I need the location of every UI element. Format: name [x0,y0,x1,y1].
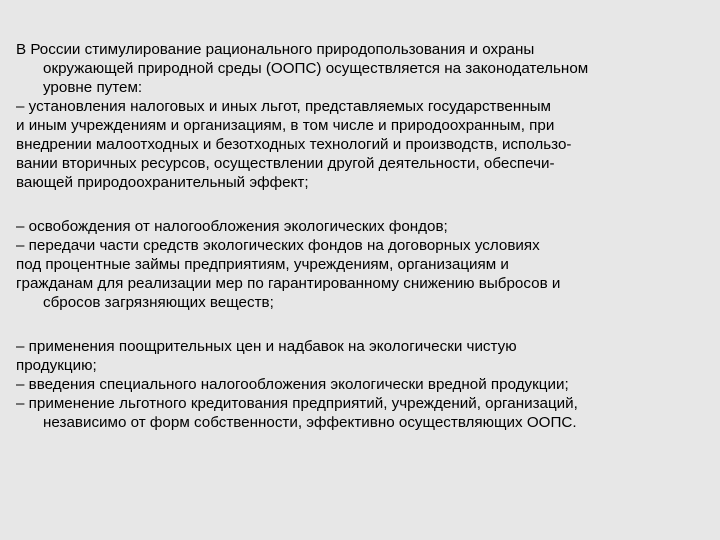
intro-line: уровне путем: [43,79,143,96]
paragraph-line: продукцию; [16,357,97,374]
intro-line: окружающей природной среды (ООПС) осуществляется на законодательном [43,60,589,77]
intro-paragraph [16,40,706,97]
paragraph-line: независимо от форм собственности, эффективно осуществляющих ООПС. [43,414,577,431]
paragraph-line: – введения специального налогообложения экологически вредной продукции; [16,376,569,393]
intro-line: В России стимулирование рационального природопользования и охраны [16,41,535,58]
paragraph-ecological-funds [16,217,706,312]
paragraph-line: – применения поощрительных цен и надбавок на экологически чистую [16,338,517,355]
paragraph-pricing-credit [16,337,706,432]
paragraph-line: – применение льготного кредитования предприятий, учреждений, организаций, [16,395,578,412]
paragraph-line: под процентные займы предприятиям, учреждениям, организациям и [16,256,509,273]
paragraph-line: внедрении малоотходных и безотходных технологий и производств, использо- [16,136,572,153]
paragraph-spacer [16,312,706,337]
paragraph-line: вании вторичных ресурсов, осуществлении другой деятельности, обеспечи- [16,155,555,172]
paragraph-line: гражданам для реализации мер по гарантированному снижению выбросов и [16,275,561,292]
paragraph-line: – установления налоговых и иных льгот, представляемых государственным [16,98,551,115]
paragraph-line: – передачи части средств экологических фондов на договорных условиях [16,237,540,254]
paragraph-spacer [16,192,706,217]
paragraph-tax-benefits [16,97,706,192]
paragraph-line: сбросов загрязняющих веществ; [43,294,274,311]
document-text [16,40,706,432]
paragraph-line: вающей природоохранительный эффект; [16,174,309,191]
paragraph-line: – освобождения от налогообложения экологических фондов; [16,218,448,235]
paragraph-line: и иным учреждениям и организациям, в том числе и природоохранным, при [16,117,555,134]
